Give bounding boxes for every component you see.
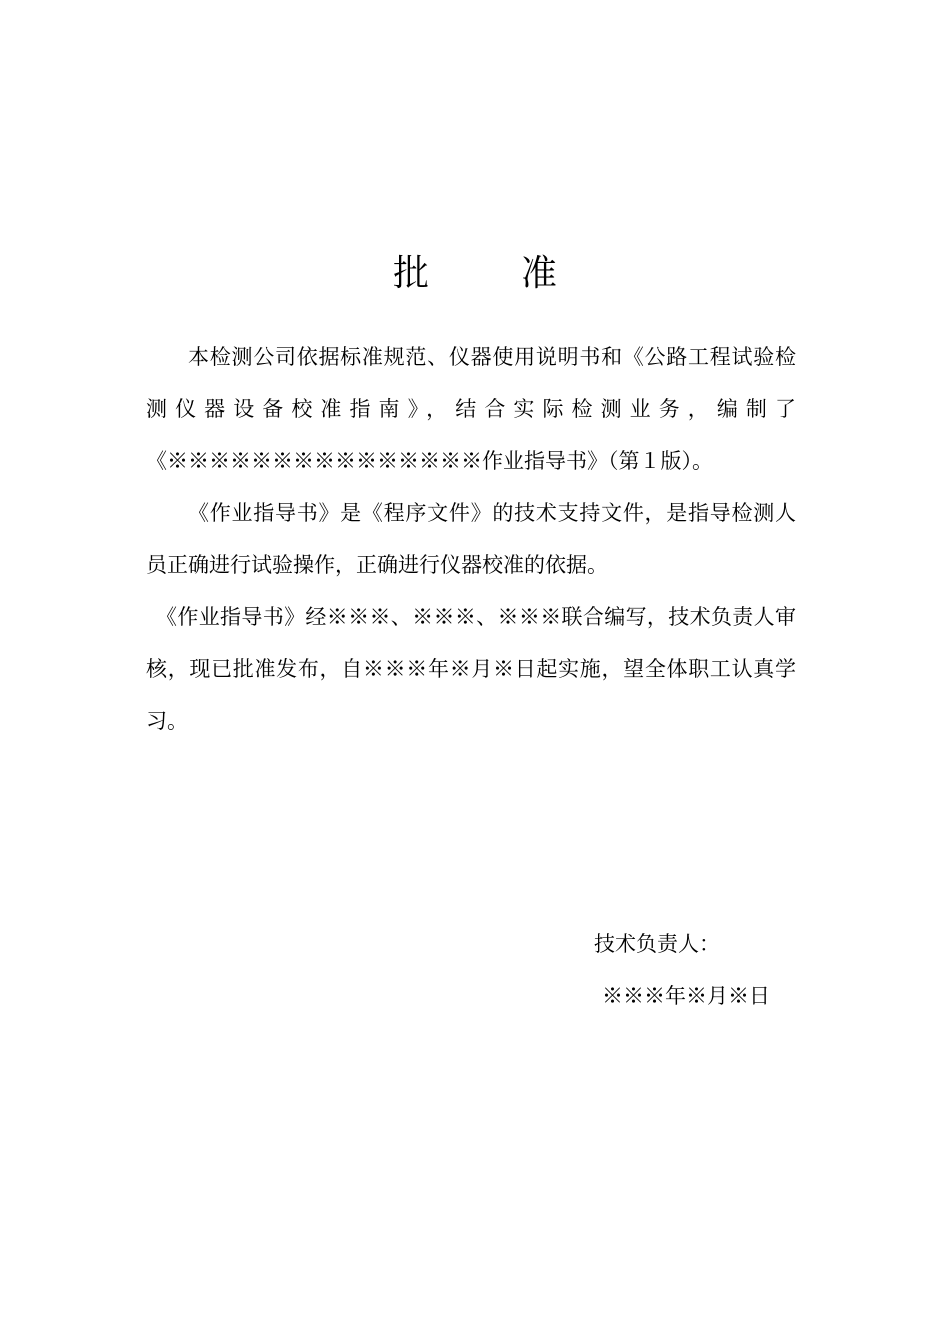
signature-date: ※※※年※月※日 [602, 984, 770, 1008]
paragraph-approval: 《作业指导书》经※※※、※※※、※※※联合编写，技术负责人审核，现已批准发布，自※※※年※月※日起实施，望全体职工认真学习。 [146, 605, 796, 733]
signature-block [594, 918, 814, 1022]
signature-label: 技术负责人： [594, 932, 720, 956]
paragraph-purpose: 《作业指导书》是《程序文件》的技术支持文件，是指导检测人员正确进行试验操作，正确进行仪器校准的依据。 [146, 501, 796, 577]
approval-body [146, 331, 796, 747]
page-title: 批 准 [392, 253, 585, 294]
paragraph-basis: 本检测公司依据标准规范、仪器使用说明书和《公路工程试验检测仪器设备校准指南》，结合实际检测业务，编制了《※※※※※※※※※※※※※※※作业指导书》（第１版）。 [146, 345, 796, 473]
